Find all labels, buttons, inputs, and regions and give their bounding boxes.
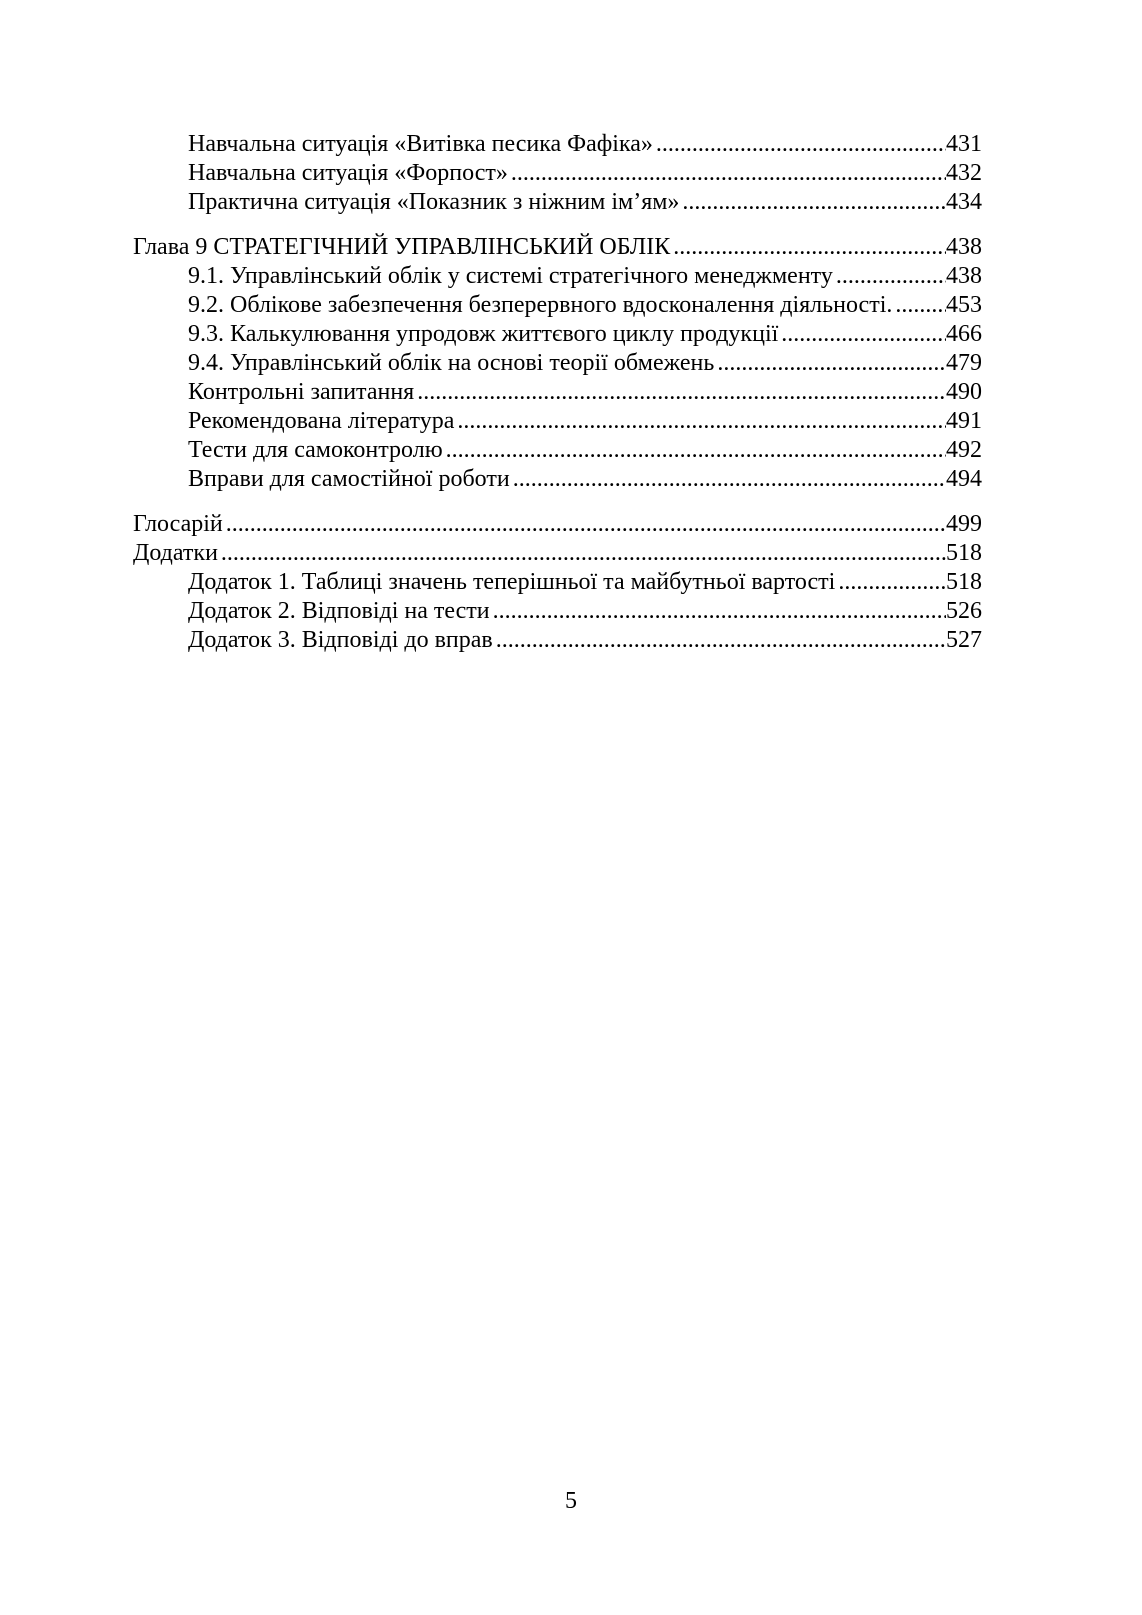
toc-entry [133,233,982,262]
table-of-contents [133,130,982,655]
toc-entry-label: Додаток 2. Відповіді на тести [188,598,490,624]
toc-entry-label: Додаток 3. Відповіді до вправ [188,627,493,653]
toc-dot-leader [670,233,946,262]
toc-entry-label: Практична ситуація «Показник з ніжним ім’ям» [188,189,680,215]
toc-entry-label: Контрольні запитання [188,379,415,405]
toc-entry-page: 438 [946,263,982,289]
toc-dot-leader [510,465,946,494]
toc-entry-label: 9.4. Управлінський облік на основі теорії обмежень [188,350,715,376]
toc-entry-page: 431 [946,131,982,157]
toc-entry [133,320,982,349]
toc-entry-label: Додатки [133,540,218,566]
toc-section [133,130,982,217]
toc-section [133,510,982,655]
toc-entry [133,407,982,436]
toc-entry-label: Додаток 1. Таблиці значень теперішньої та майбутньої вартості [188,569,836,595]
toc-dot-leader [454,407,946,436]
toc-dot-leader [223,510,946,539]
toc-dot-leader [508,159,946,188]
toc-entry-label: 9.3. Калькулювання упродовж життєвого циклу продукції [188,321,779,347]
toc-dot-leader [218,539,946,568]
toc-entry [133,597,982,626]
toc-entry-label: Вправи для самостійної роботи [188,466,510,492]
toc-section [133,233,982,494]
toc-dot-leader [679,188,946,217]
toc-entry-page: 526 [946,598,982,624]
toc-entry-page: 453 [946,292,982,318]
toc-entry-page: 527 [946,627,982,653]
toc-entry-label: Глава 9 СТРАТЕГІЧНИЙ УПРАВЛІНСЬКИЙ ОБЛІК [133,234,671,260]
toc-dot-leader [835,568,946,597]
toc-entry-page: 434 [946,189,982,215]
toc-entry [133,539,982,568]
toc-dot-leader [443,436,946,465]
toc-entry-label: Глосарій [133,511,223,537]
toc-entry-page: 479 [946,350,982,376]
toc-entry-page: 432 [946,160,982,186]
toc-entry-page: 492 [946,437,982,463]
toc-entry [133,568,982,597]
toc-entry-page: 518 [946,540,982,566]
toc-entry [133,291,982,320]
toc-entry-label: Навчальна ситуація «Форпост» [188,160,508,186]
toc-entry-page: 499 [946,511,982,537]
toc-entry [133,378,982,407]
toc-entry-label: Рекомендована література [188,408,455,434]
toc-entry-page: 518 [946,569,982,595]
toc-dot-leader [892,291,946,320]
toc-entry-label: Тести для самоконтролю [188,437,443,463]
toc-entry [133,510,982,539]
toc-entry-page: 438 [946,234,982,260]
toc-entry [133,626,982,655]
toc-dot-leader [414,378,946,407]
toc-dot-leader [490,597,946,626]
toc-entry [133,130,982,159]
toc-dot-leader [778,320,946,349]
toc-dot-leader [493,626,946,655]
toc-entry-label: 9.2. Облікове забезпечення безперервного вдосконалення діяльності. [188,292,893,318]
toc-entry [133,436,982,465]
toc-entry-label: Навчальна ситуація «Витівка песика Фафіка» [188,131,653,157]
toc-entry [133,188,982,217]
toc-dot-leader [833,262,946,291]
toc-dot-leader [653,130,946,159]
toc-entry [133,159,982,188]
toc-entry-label: 9.1. Управлінський облік у системі стратегічного менеджменту [188,263,833,289]
toc-entry [133,262,982,291]
toc-entry-page: 491 [946,408,982,434]
toc-entry-page: 494 [946,466,982,492]
toc-entry-page: 490 [946,379,982,405]
page-number: 5 [565,1488,577,1514]
toc-entry [133,349,982,378]
toc-dot-leader [714,349,946,378]
toc-entry [133,465,982,494]
toc-entry-page: 466 [946,321,982,347]
